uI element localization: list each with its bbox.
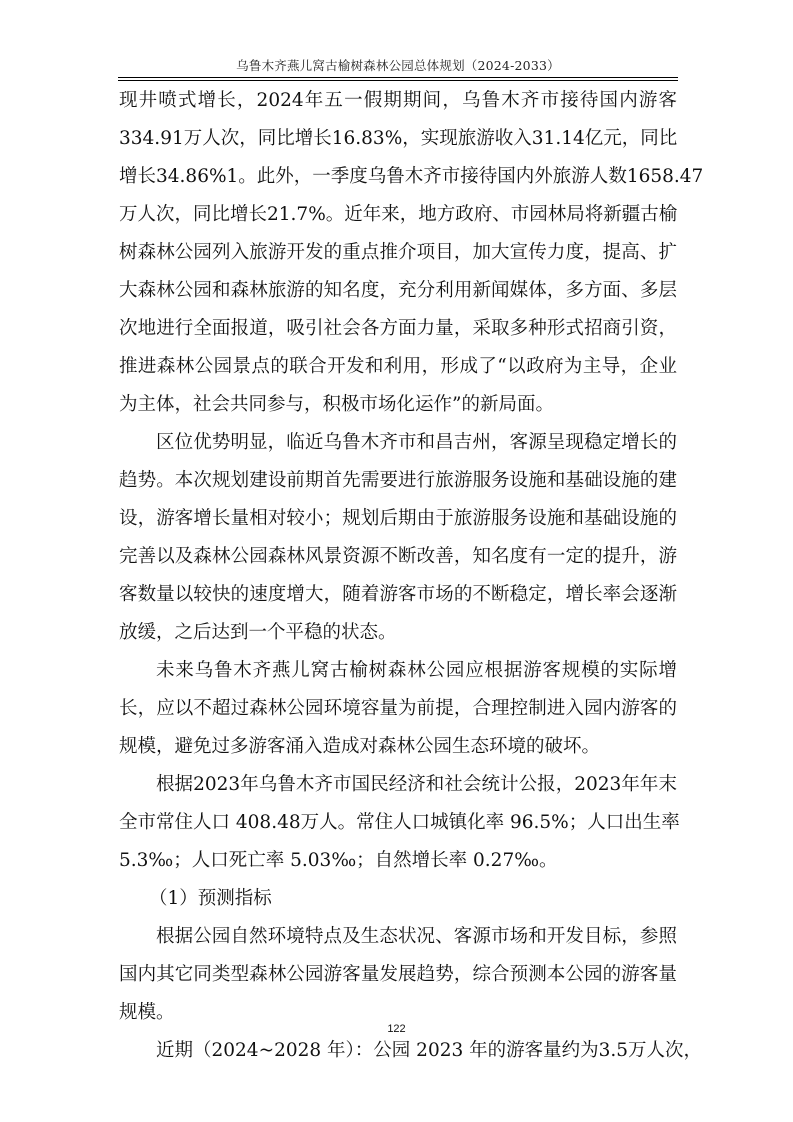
text-line: 大森林公园和森林旅游的知名度，充分利用新闻媒体，多方面、多层 <box>119 280 677 301</box>
text-line: 国内其它同类型森林公园游客量发展趋势，综合预测本公园的游客量 <box>119 964 677 985</box>
text-line: 规模，避免过多游客涌入造成对森林公园生态环境的破坏。 <box>119 736 601 757</box>
text-line: 334.91万人次，同比增长16.83%，实现旅游收入31.14亿元，同比 <box>119 128 678 149</box>
header-rule-thick <box>118 77 678 78</box>
page-number: 122 <box>387 1023 406 1035</box>
text-line: 根据公园自然环境特点及生态状况、客源市场和开发目标，参照 <box>156 926 677 947</box>
text-line: 增长34.86%1。此外，一季度乌鲁木齐市接待国内外旅游人数1658.47 <box>119 166 704 187</box>
running-header: 乌鲁木齐燕儿窝古榆树森林公园总体规划（2024-2033） <box>236 58 560 73</box>
text-line: 为主体，社会共同参与，积极市场化运作”的新局面。 <box>119 394 554 415</box>
text-line: 趋势。本次规划建设前期首先需要进行旅游服务设施和基础设施的建 <box>119 470 677 491</box>
text-line: 客数量以较快的速度增大，随着游客市场的不断稳定，增长率会逐渐 <box>119 584 677 605</box>
text-line: 现井喷式增长，2024年五一假期期间，乌鲁木齐市接待国内游客 <box>119 90 677 111</box>
text-line: 全市常住人口 408.48万人。常住人口城镇化率 96.5%；人口出生率 <box>119 812 680 833</box>
text-line: 树森林公园列入旅游开发的重点推介项目，加大宣传力度，提高、扩 <box>119 242 677 263</box>
text-line: 设，游客增长量相对较小；规划后期由于旅游服务设施和基础设施的 <box>119 508 677 529</box>
text-line: 放缓，之后达到一个平稳的状态。 <box>119 622 397 643</box>
text-line: 完善以及森林公园森林风景资源不断改善，知名度有一定的提升，游 <box>119 546 677 567</box>
text-line: 规模。 <box>119 1002 175 1023</box>
text-line: 长，应以不超过森林公园环境容量为前提，合理控制进入园内游客的 <box>119 698 677 719</box>
text-line: 5.3‰；人口死亡率 5.03‰；自然增长率 0.27‰。 <box>119 850 558 871</box>
text-line: 区位优势明显，临近乌鲁木齐市和昌吉州，客源呈现稳定增长的 <box>156 432 677 453</box>
header-rule-thin <box>118 80 678 81</box>
text-line: 万人次，同比增长21.7%。近年来，地方政府、市园林局将新疆古榆 <box>119 204 678 225</box>
text-line: 近期（2024~2028 年）：公园 2023 年的游客量约为3.5万人次， <box>156 1040 703 1061</box>
text-line: 次地进行全面报道，吸引社会各方面力量，采取多种形式招商引资， <box>119 318 677 339</box>
text-line: 未来乌鲁木齐燕儿窝古榆树森林公园应根据游客规模的实际增 <box>156 660 677 681</box>
text-line: 根据2023年乌鲁木齐市国民经济和社会统计公报，2023年年末 <box>156 774 677 795</box>
section-heading: （1）预测指标 <box>149 888 272 909</box>
text-line: 推进森林公园景点的联合开发和利用，形成了“以政府为主导，企业 <box>119 356 677 377</box>
body-text <box>119 82 704 1070</box>
